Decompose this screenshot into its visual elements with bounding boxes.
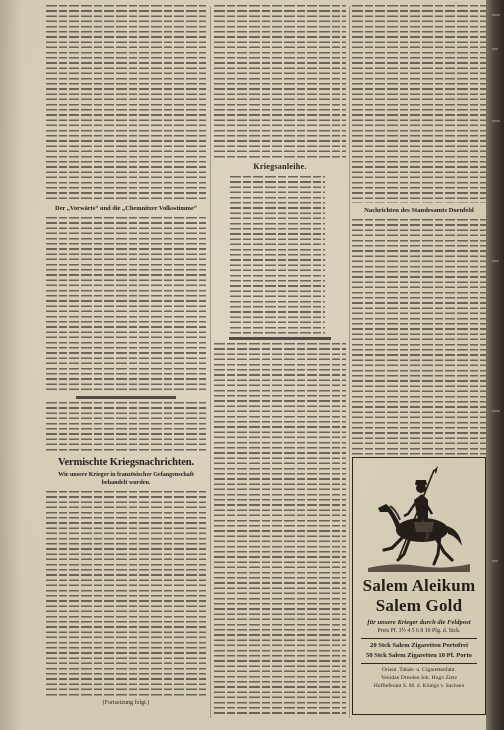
column-divider [210, 6, 211, 718]
body-text-block [46, 217, 206, 393]
ad-offer-50: 50 Stck Salem Zigaretten 10 Pf. Porto [366, 652, 472, 659]
body-text-block [352, 5, 486, 203]
ad-price-line: Preis Pf. 3½ 4 5 6 8 10 Pfg. d. Stck. [377, 628, 461, 634]
poem-block [214, 176, 346, 334]
heading-vermischte-kriegsnachrichten: Vermischte Kriegsnachrichten. [57, 457, 195, 468]
left-column [46, 5, 206, 723]
page-binding-edge [486, 0, 504, 730]
salem-cigarette-advertisement [352, 457, 486, 715]
body-text-block [352, 219, 486, 455]
brand-salem-gold: Salem Gold [375, 596, 463, 615]
next-page-text-fragment [492, 120, 500, 122]
ad-firm-line1: Orient. Tabak- u. Cigarettenfabr. [381, 667, 457, 673]
poem-lines [230, 176, 325, 334]
column-divider [349, 6, 350, 718]
heading-kriegsanleihe: Kriegsanleihe. [253, 162, 307, 171]
subheading-gefangenschaft-line2: behandelt wurden. [101, 480, 151, 486]
brand-salem-aleikum: Salem Aleikum [362, 576, 476, 595]
heading-vorwaerts: Der „Vorwärts“ und die „Chemnitzer Volksstimme“ [54, 205, 198, 212]
right-column [352, 5, 486, 723]
body-text-block [214, 5, 346, 159]
minor-heading [76, 396, 175, 399]
next-page-text-fragment [492, 14, 500, 16]
heading-standesamt: Nachrichten des Standesamts Dornfeld [364, 207, 474, 214]
minor-heading [229, 337, 332, 340]
subheading-gefangenschaft-line1: Wie unsere Krieger in französischer Gefangenschaft [58, 472, 194, 478]
middle-column [214, 5, 346, 723]
ad-firm-line3: Hoflieferant S. M. d. Königs v. Sachsen [373, 683, 465, 689]
body-text-block [46, 402, 206, 454]
body-text-block [214, 343, 346, 717]
ad-offer-20: 20 Stck Salem Zigaretten Portofrei [370, 642, 468, 649]
body-text-block [46, 5, 206, 201]
rider-with-lance-icon [364, 464, 474, 576]
next-page-text-fragment [492, 48, 498, 50]
ad-divider [361, 663, 477, 664]
continuation-note: (Fortsetzung folgt.) [102, 700, 150, 706]
ad-firm-line2: Yenidze Dresden Inh. Hugo Zietz [380, 675, 458, 681]
ad-tagline: für unsere Krieger durch die Feldpost [367, 619, 471, 626]
next-page-text-fragment [492, 260, 499, 262]
next-page-text-fragment [492, 560, 498, 562]
body-text-block [46, 491, 206, 697]
next-page-text-fragment [492, 410, 500, 412]
ad-divider [361, 638, 477, 639]
